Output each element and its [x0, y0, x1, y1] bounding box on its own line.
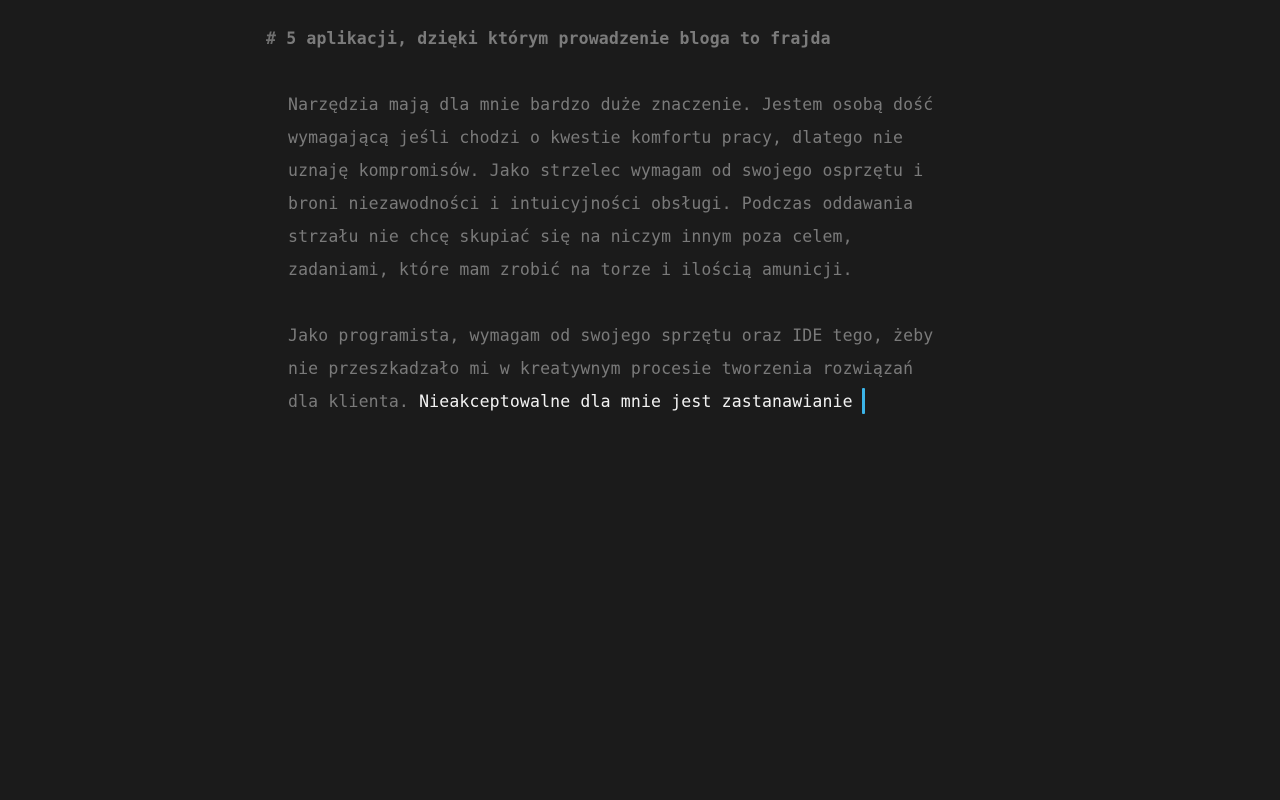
dimmed-text: dla klienta. — [288, 392, 420, 411]
paragraph-line: broni niezawodności i intuicyjności obsługi. Podczas oddawania — [288, 194, 914, 213]
text-cursor — [862, 388, 865, 414]
paragraph-line: Jako programista, wymagam od swojego sprzętu oraz IDE tego, żeby — [288, 326, 934, 345]
document-heading[interactable] — [266, 27, 831, 51]
paragraph-1[interactable] — [288, 88, 1018, 286]
paragraph-line: strzału nie chcę skupiać się na niczym innym poza celem, — [288, 227, 853, 246]
paragraph-line: zadaniami, które mam zrobić na torze i ilością amunicji. — [288, 260, 853, 279]
paragraph-line: uznaję kompromisów. Jako strzelec wymagam od swojego osprzętu i — [288, 161, 924, 180]
paragraph-line: wymagającą jeśli chodzi o kwestie komfortu pracy, dlatego nie — [288, 128, 904, 147]
paragraph-line: Narzędzia mają dla mnie bardzo duże znaczenie. Jestem osobą dość — [288, 95, 934, 114]
paragraph-2[interactable] — [288, 319, 1018, 418]
paragraph-line: nie przeszkadzało mi w kreatywnym procesie tworzenia rozwiązań — [288, 359, 914, 378]
active-sentence: Nieakceptowalne dla mnie jest zastanawianie — [419, 392, 853, 411]
heading-marker: # — [266, 29, 277, 48]
paragraph-line-current — [288, 385, 1018, 418]
heading-text: 5 aplikacji, dzięki którym prowadzenie bloga to frajda — [286, 29, 831, 48]
